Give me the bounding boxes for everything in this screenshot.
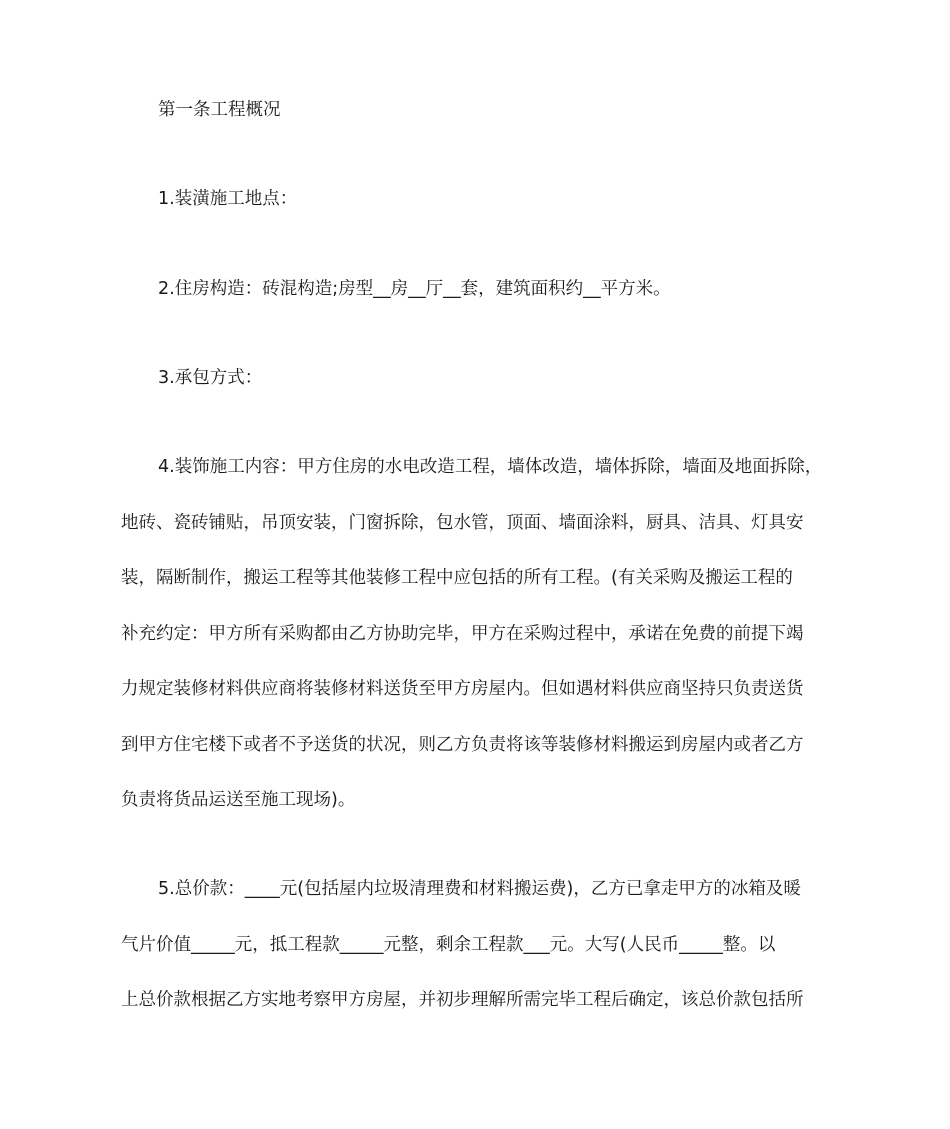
- paragraph-line: 4.装饰施工内容：甲方住房的水电改造工程，墙体改造，墙体拆除，墙面及地面拆除，: [158, 457, 823, 477]
- paragraph-line: 地砖、瓷砖铺贴，吊顶安装，门窗拆除，包水管，顶面、墙面涂料，厨具、洁具、灯具安: [121, 513, 804, 533]
- paragraph-line: 1.装潢施工地点：: [158, 189, 298, 209]
- paragraph-line: 3.承包方式：: [158, 368, 263, 388]
- section-heading: 第一条工程概况: [158, 100, 281, 120]
- paragraph-line: 2.住房构造：砖混构造;房型__房__厅__套，建筑面积约__平方米。: [158, 279, 671, 299]
- paragraph-line: 上总价款根据乙方实地考察甲方房屋，并初步理解所需完毕工程后确定，该总价款包括所: [121, 990, 804, 1010]
- paragraph-line: 气片价值_____元，抵工程款_____元整，剩余工程款___元。大写(人民币_____整。以: [121, 935, 776, 955]
- paragraph-line: 装，隔断制作，搬运工程等其他装修工程中应包括的所有工程。(有关采购及搬运工程的: [121, 568, 793, 588]
- paragraph-line: 力规定装修材料供应商将装修材料送货至甲方房屋内。但如遇材料供应商坚持只负责送货: [121, 679, 804, 699]
- paragraph-line: 到甲方住宅楼下或者不予送货的状况，则乙方负责将该等装修材料搬运到房屋内或者乙方: [121, 735, 804, 755]
- paragraph-line: 补充约定：甲方所有采购都由乙方协助完毕，甲方在采购过程中，承诺在免费的前提下竭: [121, 624, 804, 644]
- paragraph-line: 5.总价款：____元(包括屋内垃圾清理费和材料搬运费)，乙方已拿走甲方的冰箱及暖: [158, 879, 801, 899]
- paragraph-line: 负责将货品运送至施工现场)。: [121, 790, 356, 810]
